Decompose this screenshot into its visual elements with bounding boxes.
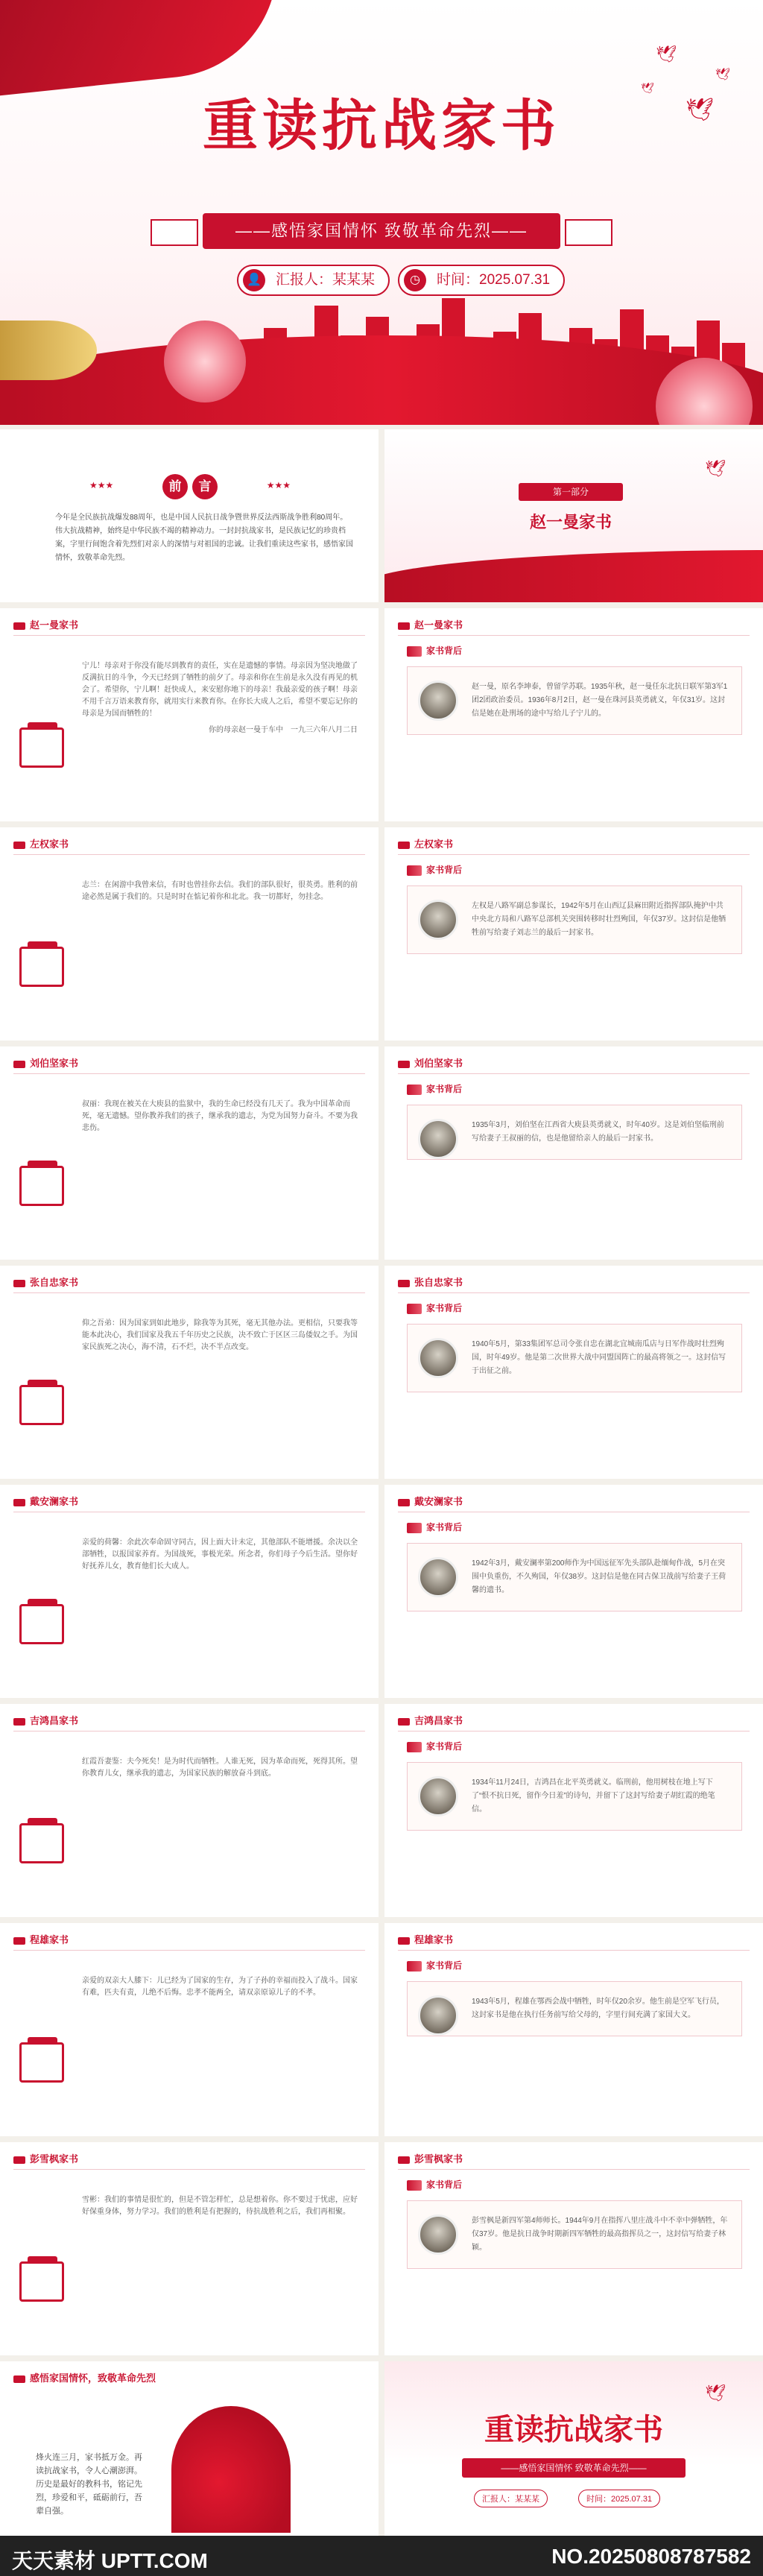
letter-slide <box>0 1485 379 1698</box>
writing-desk-icon <box>19 2042 64 2083</box>
background-card <box>407 1762 742 1831</box>
red-wave-decoration <box>384 550 763 602</box>
cover-subtitle: ——感悟家国情怀 致敬革命先烈—— <box>203 213 560 249</box>
section-title: 戴安澜家书 <box>13 1494 78 1508</box>
letter-text: 亲爱的荷馨：余此次奉命固守同古，因上面大计未定，其他部队不能增援。余决以全部牺牲，以报国家养育。为国战死，事极光荣。所念者，你们母子今后生活。望你好好抚养儿女，教育他们长大成人。 <box>82 1538 358 1570</box>
letter-slide <box>0 2142 379 2355</box>
background-card <box>407 666 742 735</box>
background-text: 1934年11月24日，吉鸿昌在北平英勇就义。临刑前，他用树枝在地上写下了“恨不抗日死，留作今日羞”的诗句，并留下了这封写给妻子胡红霞的绝笔信。 <box>472 1778 715 1813</box>
closing-slide-left <box>0 2361 379 2536</box>
watermark-bar <box>0 2536 763 2576</box>
portrait-photo <box>418 900 458 940</box>
soldier-silhouette <box>171 2406 291 2533</box>
background-tag: 家书背后 <box>407 1740 462 1752</box>
portrait-photo <box>418 1119 458 1159</box>
background-tag: 家书背后 <box>407 644 462 657</box>
writing-desk-icon <box>19 727 64 768</box>
closing-slide-right <box>384 2361 763 2536</box>
date-pill <box>398 265 565 296</box>
trumpet-decoration <box>0 321 97 380</box>
watermark-left: 天天素材 UPTT.COM <box>12 2549 208 2572</box>
closing-reporter: 汇报人：某某某 <box>474 2490 548 2507</box>
background-tag: 家书背后 <box>407 1082 462 1095</box>
background-text: 1942年3月，戴安澜率第200师作为中国远征军先头部队赴缅甸作战，5月在突围中负重伤，不久殉国，年仅38岁。这封信是他在同古保卫战前写给妻子王荷馨的遗书。 <box>472 1559 726 1594</box>
writing-desk-icon <box>19 1385 64 1425</box>
background-card <box>407 1981 742 2036</box>
background-card <box>407 1324 742 1392</box>
background-slide <box>384 2142 763 2355</box>
preface-paragraph: 今年是全民族抗战爆发88周年，也是中国人民抗日战争暨世界反法西斯战争胜利80周年。伟大抗战精神，始终是中华民族不竭的精神动力。一封封抗战家书，是民族记忆的珍贵档案，字里行间饱含着先烈们对亲人的深情与对祖国的忠诚。让我们重读这些家书，感悟家国情怀，致敬革命先烈。 <box>55 514 353 562</box>
writing-desk-icon <box>19 2261 64 2302</box>
letter-slide <box>0 1266 379 1479</box>
letter-text: 志兰：在闲游中我曾来信，有时也曾挂你去信。我们的部队很好，很英勇。胜利的前途必然是属于我们的。只是时时在惦记着你和北北。我一切都好，勿挂念。 <box>82 881 358 901</box>
background-card <box>407 1543 742 1611</box>
background-text: 1943年5月，程雄在鄂西会战中牺牲，时年仅20余岁。他生前是空军飞行员，这封家书是他在执行任务前写给父母的，字里行间充满了家国大义。 <box>472 1998 724 2019</box>
section-title: 赵一曼家书 <box>398 617 463 631</box>
background-card <box>407 2200 742 2269</box>
letter-text: 亲爱的双亲大人膝下：儿已经为了国家的生存，为了子孙的幸福而投入了战斗。国家有难，匹夫有责，儿绝不后悔。忠孝不能两全，请双亲原谅儿子的不孝。 <box>82 1977 358 1997</box>
background-slide <box>384 1046 763 1260</box>
section-title: 刘伯坚家书 <box>398 1055 463 1070</box>
letter-slide <box>0 827 379 1041</box>
writing-desk-icon <box>19 947 64 987</box>
background-tag: 家书背后 <box>407 1521 462 1533</box>
section-title: 张自忠家书 <box>398 1275 463 1289</box>
section-title: 吉鸿昌家书 <box>13 1713 78 1727</box>
part-one-slide <box>384 429 763 602</box>
background-card <box>407 886 742 954</box>
dove-icon: 🕊 <box>641 82 654 94</box>
dove-icon: 🕊 <box>705 2384 726 2402</box>
section-title: 程雄家书 <box>398 1932 453 1946</box>
background-slide <box>384 1485 763 1698</box>
section-title: 吉鸿昌家书 <box>398 1713 463 1727</box>
background-tag: 家书背后 <box>407 2178 462 2191</box>
writing-desk-icon <box>19 1604 64 1644</box>
section-title: 赵一曼家书 <box>13 617 78 631</box>
letter-slide <box>0 608 379 821</box>
reporter-label: 汇报人：某某某 <box>276 272 376 288</box>
background-slide <box>384 1266 763 1479</box>
cover-slide <box>0 0 763 425</box>
section-title: 彭雪枫家书 <box>13 2151 78 2165</box>
reporter-pill <box>237 265 390 296</box>
dove-icon: 🕊 <box>656 45 677 63</box>
letter-slide <box>0 1046 379 1260</box>
watermark-right: NO.20250808787582 <box>551 2545 751 2568</box>
writing-desk-icon <box>19 1823 64 1863</box>
section-title: 左权家书 <box>398 836 453 850</box>
dove-icon: 🕊 <box>686 98 715 122</box>
background-tag: 家书背后 <box>407 1301 462 1314</box>
background-text: 彭雪枫是新四军第4师师长。1944年9月在指挥八里庄战斗中不幸中弹牺牲，年仅37岁。他是抗日战争时期新四军牺牲的最高指挥员之一，这封信写给妻子林颖。 <box>472 2217 728 2252</box>
background-slide <box>384 827 763 1041</box>
section-title: 戴安澜家书 <box>398 1494 463 1508</box>
preface-title: ★★★ 前 言 ★★★ <box>127 474 253 499</box>
dove-icon: 🕊 <box>705 459 726 478</box>
clock-icon: ◷ <box>404 269 426 291</box>
letter-text: 雪彬：我们的事情是很忙的，但是不管怎样忙，总是想着你。你不要过于忧虑，应好好保重身体，努力学习。我们的胜利是有把握的，待抗战胜利之后，我们再相聚。 <box>82 2196 358 2216</box>
portrait-photo <box>418 1338 458 1378</box>
closing-paragraph: 烽火连三月，家书抵万金。再读抗战家书，令人心潮澎湃。历史是最好的教科书，铭记先烈，珍爱和平，砥砺前行，吾辈自强。 <box>36 2453 142 2516</box>
letter-text: 仰之吾弟：因为国家到如此地步，除我等为其死，毫无其他办法。更相信，只要我等能本此决心，我们国家及我五千年历史之民族，决不致亡于区区三岛倭奴之手。为国家民族死之决心，海不清，石不烂，决不半点改变。 <box>82 1319 358 1351</box>
portrait-photo <box>418 1776 458 1816</box>
letter-slide <box>0 1923 379 2136</box>
portrait-photo <box>418 2214 458 2255</box>
background-text: 1935年3月，刘伯坚在江西省大庾县英勇就义，时年40岁。这是刘伯坚临刑前写给妻子王叔丽的信，也是他留给亲人的最后一封家书。 <box>472 1121 724 1143</box>
background-tag: 家书背后 <box>407 1959 462 1972</box>
background-card <box>407 1105 742 1160</box>
portrait-photo <box>418 1995 458 2036</box>
cover-title: 重读抗战家书 <box>203 94 560 158</box>
background-slide <box>384 1923 763 2136</box>
dove-icon: 🕊 <box>715 69 731 81</box>
background-slide <box>384 1704 763 1917</box>
letter-text: 宁儿！母亲对于你没有能尽到教育的责任，实在是遗憾的事情。母亲因为坚决地做了反满抗日的斗争，今天已经到了牺牲的前夕了。母亲和你在生前是永久没有再见的机会了。希望你，宁儿啊！赶快成人，来安慰你地下的母亲！我最亲爱的孩子啊！母亲不用千言万语来教育你，就用实行来教育你。在你长大成人之后，希望不要忘记你的母亲是为国而牺牲的！ 你的母亲赵一曼于车中 一九三六年八月二日 <box>82 660 358 736</box>
closing-subtitle: ——感悟家国情怀 致敬革命先烈—— <box>462 2458 686 2478</box>
letter-text: 叔丽：我现在被关在大庾县的监狱中，我的生命已经没有几天了。我为中国革命而死，毫无遗憾。望你教养我们的孩子，继承我的遗志，为党为国努力奋斗。不要为我悲伤。 <box>82 1100 358 1132</box>
peony-decoration <box>164 321 246 402</box>
closing-date: 时间：2025.07.31 <box>578 2490 660 2507</box>
background-tag: 家书背后 <box>407 863 462 876</box>
preface-slide <box>0 429 379 602</box>
part-tag: 第一部分 <box>519 483 623 501</box>
section-title: 彭雪枫家书 <box>398 2151 463 2165</box>
background-text: 左权是八路军副总参谋长，1942年5月在山西辽县麻田附近指挥部队掩护中共中央北方局和八路军总部机关突围转移时壮烈殉国，年仅37岁。这封信是他牺牲前写给妻子刘志兰的最后一封家书。 <box>472 902 726 937</box>
section-title: 左权家书 <box>13 836 69 850</box>
portrait-photo <box>418 681 458 721</box>
background-text: 赵一曼，原名李坤泰，曾留学苏联。1935年秋，赵一曼任东北抗日联军第3军1团2团政治委员。1936年8月2日，赵一曼在珠河县英勇就义，年仅31岁。这封信是她在赴刑场的途中写给儿子宁儿的。 <box>472 683 728 718</box>
closing-title: 感悟家国情怀，致敬革命先烈 <box>13 2370 156 2384</box>
background-text: 1940年5月，第33集团军总司令张自忠在湖北宜城南瓜店与日军作战时壮烈殉国，时年49岁。他是第二次世界大战中同盟国阵亡的最高将领之一。这封信写于出征之前。 <box>472 1340 726 1375</box>
letter-slide <box>0 1704 379 1917</box>
section-title: 张自忠家书 <box>13 1275 78 1289</box>
date-label: 时间：2025.07.31 <box>437 272 551 288</box>
portrait-photo <box>418 1557 458 1597</box>
section-title: 刘伯坚家书 <box>13 1055 78 1070</box>
writing-desk-icon <box>19 1166 64 1206</box>
background-slide <box>384 608 763 821</box>
section-title: 程雄家书 <box>13 1932 69 1946</box>
part-title: 赵一曼家书 <box>529 513 612 531</box>
letter-signature: 你的母亲赵一曼于车中 一九三六年八月二日 <box>209 726 358 734</box>
user-icon: 👤 <box>243 269 265 291</box>
letter-text: 红霞吾妻鉴：夫今死矣！是为时代而牺牲。人谁无死，因为革命而死，死得其所。望你教育儿女，继承我的遗志，为国家民族的解放奋斗到底。 <box>82 1758 358 1778</box>
closing-main-title: 重读抗战家书 <box>484 2412 663 2447</box>
